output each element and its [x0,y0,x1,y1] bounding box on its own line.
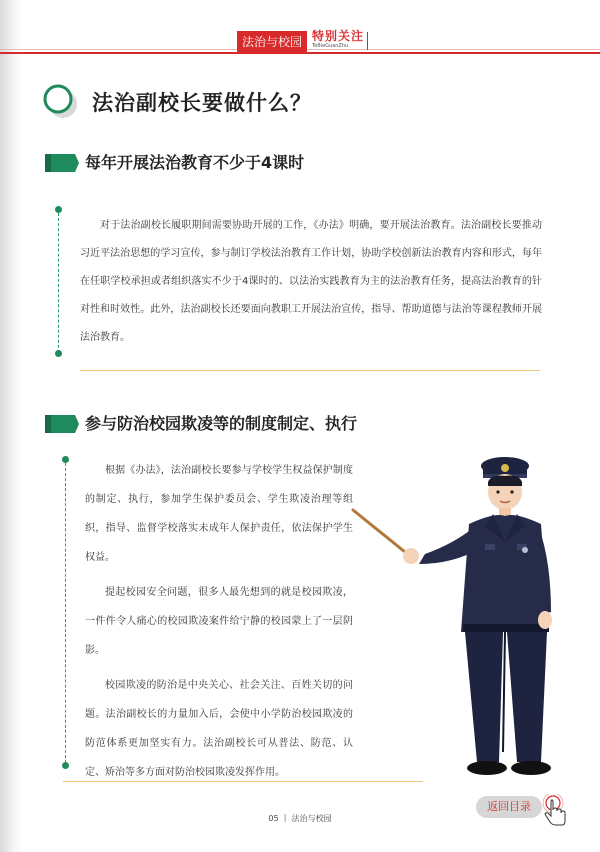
green-flag-icon [45,413,79,435]
page-fold-shadow [0,0,22,852]
timeline-dot-top [55,206,62,213]
timeline-dot-bottom [62,762,69,769]
header-column-subtitle: TeBieGuanZhu [312,43,349,49]
police-officer-illustration [345,452,560,782]
section-1-heading [45,152,425,174]
green-flag-icon [45,152,79,174]
section-divider [80,370,540,371]
section-1-title: 每年开展法治教育不少于4课时 [85,153,305,172]
timeline-dot-top [62,456,69,463]
header-divider [367,32,368,50]
hand-pointer-icon[interactable] [538,794,570,828]
header-column-title: 特别关注 [312,29,365,43]
back-to-contents-button[interactable]: 返回目录 [476,796,542,818]
section-1-paragraph: 对于法治副校长履职期间需要协助开展的工作，《办法》明确，要开展法治教育。法治副校长要推动习近平法治思想的学习宣传，参与制订学校法治教育工作计划，协助学校创新法治教育内容和形式，每年在任职学校承担或者组织落实不少于4课时的、以法治实践教育为主的法治教育任务，提高法治教育的针对性和时效性。此外，法治副校长还要面向教职工开展法治宣传，指导、帮助道德与法治等课程教师开展法治教育。 [80,220,542,343]
timeline-line [65,463,67,763]
section-2-body [85,456,353,793]
section-2-title: 参与防治校园欺凌等的制度制定、执行 [85,414,358,433]
section-2-paragraph: 根据《办法》，法治副校长要参与学校学生权益保护制度的制定、执行，参加学生保护委员会、学生欺凌治理等组织，指导、监督学校落实未成年人保护责任，依法保护学生权益。 [85,465,353,563]
section-2-paragraph: 提起校园安全问题，很多人最先想到的就是校园欺凌，一件件令人痛心的校园欺凌案件给宁静的校园蒙上了一层阴影。 [85,587,353,656]
footer-separator: 丨 [281,814,290,823]
section-2-heading [45,413,445,435]
section-1-body [80,212,542,352]
section-2-paragraph: 校园欺凌的防治是中央关心、社会关注、百姓关切的问题。法治副校长的力量加入后，会使中小学防治校园欺凌的防范体系更加坚实有力。法治副校长可从普法、防范、认定、矫治等多方面对防治校园欺凌发挥作用。 [85,680,353,778]
ring-title-icon [42,83,78,119]
header-section-label: 法治与校园 [237,31,307,53]
timeline-dot-bottom [55,350,62,357]
page-number: 05 [268,814,279,823]
footer-publication: 法治与校园 [291,814,332,823]
timeline-line [58,213,60,353]
header-column [312,29,364,49]
page-title: 法治副校长要做什么？ [92,91,312,115]
